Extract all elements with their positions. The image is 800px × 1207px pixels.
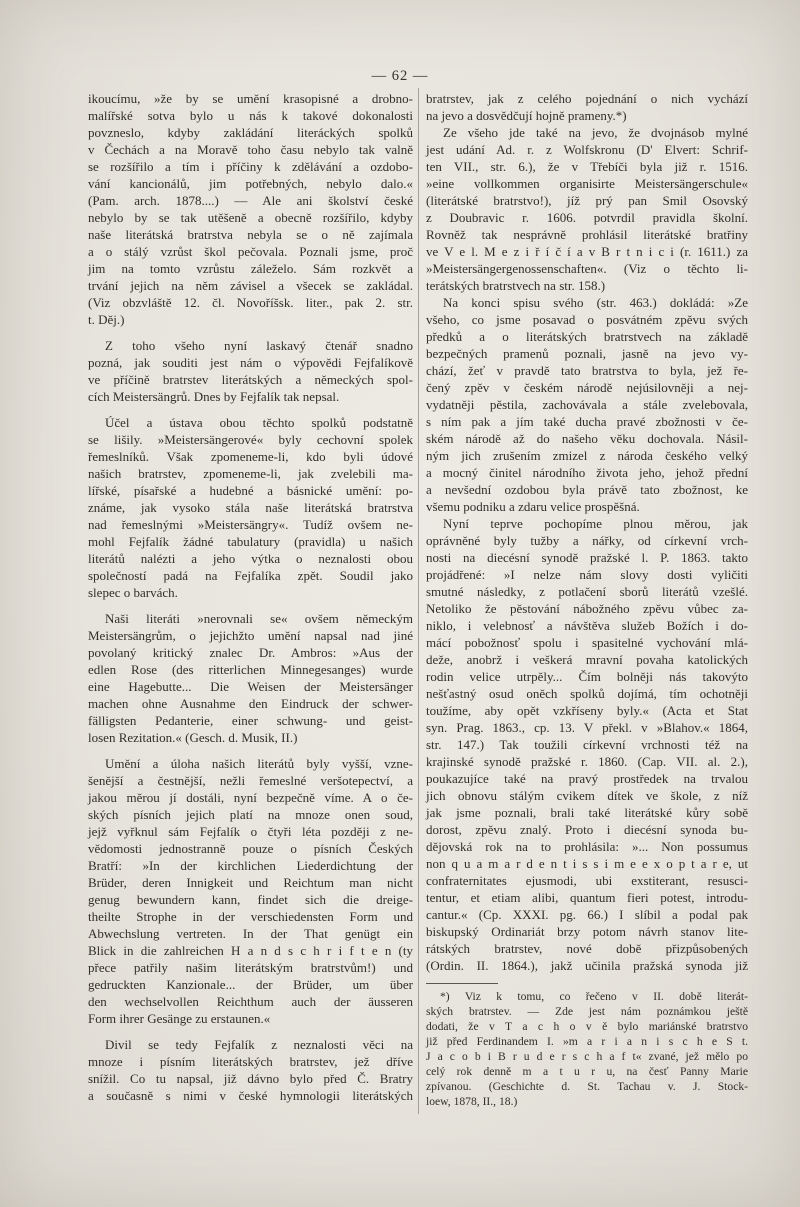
text-line: a nevšední ozdobou byla právě tato zbožnost, ke [426,482,748,497]
text-line: str. 147.) Tak toužili církevní vrchnosti též na [426,737,748,752]
text-line: jim na tomto vzrůstu záleželo. Sám rozkvět a [88,261,413,276]
text-line: naše literátská bratrstva nebyla se o ně zajímala [88,227,413,242]
text-line: šenější a čestnější, nežli řemeslné veršotepectví, a [88,773,413,788]
text-line: Ze všeho jde také na jevo, že dvojnásob mylné [443,125,748,140]
paragraph [88,610,413,746]
text-line: z Doubravic r. 1606. potvrdil pravidla školní. [426,210,748,225]
text-line: pozná, jak souditi jest nám o výpovědi Fejfalíkově [88,355,413,370]
text-line: projádřené: »I nelze nám slovy dosti vyličiti [426,567,748,582]
paragraph [88,414,413,601]
text-line: všeho, co jsme posavad o posvátném zpěvu svých [426,312,748,327]
text-line: syn. Prag. 1863., cp. 13. V překl. v »Blahov.« 1864, [426,720,748,735]
text-line: den wechselvollen Reichthum auch der äusseren [88,994,413,1009]
text-line: Brüder, deren Innigkeit und Reichtum man nicht [88,875,413,890]
text-line: a mocný činitel národního života jeho, jehož přední [426,465,748,480]
text-line: theilte Strophe in der verschiedensten Form und [88,909,413,924]
text-line: Blick in die zahlreichen H a n d s c h r i f t e n (ty [88,943,413,958]
text-line: dodati, že v T a c h o v ě bylo mariánské bratrstvo [426,1020,748,1033]
text-line: Divil se tedy Fejfalík z neznalosti věci na [105,1037,413,1052]
column-divider [418,88,419,1114]
text-line: ském národě až do našeho věku dochovala. Násil- [426,431,748,446]
paragraph [426,90,748,124]
text-line: s ním pak a jím také ducha pravé zbožnosti v če- [426,414,748,429]
text-line: niklo, i velebnosť a návštěva služeb Božích i do- [426,618,748,633]
text-line: trvání jejich na něm závisel a všecek se zakládal. [88,278,413,293]
text-line: jak jsme poznali, brali také literátské kůry sobě [426,805,748,820]
text-line: bezpečných pramenů poznali, jasně na jevo vy- [426,346,748,361]
text-line: loew, 1878, II., 18.) [426,1095,518,1108]
text-line: vání kancionálů, jim potřebných, nebylo dalo.« [88,176,413,191]
text-line: mnoze i písním literátských bratrstev, jež dříve [88,1054,413,1069]
text-line: krajinské synodě pražské r. 1860. (Cap. VII. al. 2.), [426,754,748,769]
paragraph [88,755,413,1027]
text-line: zpívanou. (Geschichte d. St. Tachau v. J. Stock- [426,1080,748,1093]
text-line: a současně s nimi v české hymnologii literátských [88,1088,413,1103]
text-line: ských bratrstev. — Zde jest nám poznámkou ještě [426,1005,748,1018]
text-line: dorost, zpěvu znalý. Proto i diecésní synoda bu- [426,822,748,837]
text-line: Netoliko že pěstování nábožného zpěvu vůbec za- [426,601,748,616]
page-number: — 62 — [371,68,429,84]
text-line: (Pam. arch. 1878....) — Ale ani školství české [88,193,413,208]
text-line: literátů nalézti a jeho výtka o neznalosti obou [88,551,413,566]
text-line: (Viz obzvláště 12. čl. Novoříšsk. liter., pak 2. str. [88,295,413,310]
text-line: ten VII., str. 6.), že v Třebíči byla již r. 1516. [426,159,748,174]
text-line: bratrstev, jak z celého pojednání o nich vychází [426,91,748,106]
text-line: se lišily. »Meistersängerové« byly cechovní spolek [88,432,413,447]
text-line: confraternitates ejusmodi, ubi exstiterant, resusci- [426,873,748,888]
text-line: (literátské bratrstvo!), jíž prý pan Smil Osovský [426,193,748,208]
text-line: povzneslo, kdyby zakládání literáckých spolků [88,125,413,140]
text-line: Rovněž tak nesprávně prohlásil literátské bratřiny [426,227,748,242]
text-line: Účel a ústava obou těchto spolků podstatně [105,415,413,430]
paragraph [88,1036,413,1104]
text-line: ným jich zrušením zmizel z národa českého velký [426,448,748,463]
text-line: toužíme, aby opět vzkříseny byly.« (Acta et Stat [426,703,748,718]
text-line: non q u a m a r d e n t i s s i m e e x o p t a r e, ut [426,856,748,871]
text-line: celý rok denně m a t u r u, na česť Panny Marie [426,1065,748,1078]
text-line: *) Viz k tomu, co řečeno v II. době literát- [440,990,748,1003]
text-line: lířské, písařské a hudebné a básnické umění: po- [88,483,413,498]
footnote [426,989,748,1109]
text-line: všemu podniku a zdaru velice prospěšná. [426,499,640,514]
text-line: poukazujíce také na pravý prostředek na trvalou [426,771,748,786]
text-line: chází, žeť v pravdě tato bratrstva to byla, jež ře- [426,363,748,378]
footnote-rule [426,983,498,984]
text-line: jakou měrou jí dostáli, nyní bezpečně víme. A o če- [88,790,413,805]
text-line: gedruckten Kanzionale... der Brüder, um über [88,977,413,992]
text-line: (Ordin. II. 1864.), jakž učinila pražská synoda již [426,958,748,973]
text-line: losen Rezitation.« (Gesch. d. Musik, II.) [88,730,298,745]
text-line: Umění a úloha našich literátů byly vyšší, vzne- [105,756,413,771]
text-line: na jevo a dosvědčují hojně prameny.*) [426,108,627,123]
paragraph [88,90,413,328]
text-line: cích Meistersängrů. Dnes by Fejfalík tak nepsal. [88,389,340,404]
text-line: machen ohne Ausnahme den Eindruck der schwer- [88,696,413,711]
text-line: Bratří: »In der kirchlichen Liederdichtung der [88,858,413,873]
text-line: snížil. Co tu napsal, již dávno bylo před Č. Bratry [88,1071,413,1086]
text-line: společností padá na Fejfalíka zpět. Soudil jako [88,568,413,583]
text-line: našich bratrstev, zpomeneme-li, jak zvelebili ma- [88,466,413,481]
text-line: rodin velice utrpěly... Čím bolněji nás takovýto [426,669,748,684]
text-line: Form ihrer Gesänge zu erstaunen.« [88,1011,271,1026]
text-line: Na konci spisu svého (str. 463.) dokládá: »Ze [443,295,748,310]
text-line: Z toho všeho nyní laskavý čtenář snadno [105,338,413,353]
text-line: se rozšířilo a tím i příčiny k zdělávání a ozdobo- [88,159,413,174]
paragraph [426,515,748,974]
text-line: oprávněné byly tužby a nářky, od církevní vrch- [426,533,748,548]
text-line: již před Ferdinandem I. »m a r i a n i s c h e S t. [426,1035,748,1048]
text-line: fälligsten Pedanterie, einer schwung- und geist- [88,713,413,728]
text-line: terátských bratrstvech na str. 158.) [426,278,606,293]
text-line: dějovská rok na to prohlásila: »... Non possumus [426,839,748,854]
text-line: biskupský Ordinariát brzy potom návrh stanov lite- [426,924,748,939]
text-line: rátských bratrstev, nové době přizpůsobených [426,941,748,956]
text-line: jejž vyřknul sám Fejfalík o čtyři léta později z ne- [88,824,413,839]
text-line: tentur, et etiam alibi, quantum fieri potest, introdu- [426,890,748,905]
text-line: předků a o literátských bratrstvech na základě [426,329,748,344]
text-line: slepec o barvách. [88,585,178,600]
text-line: edlen Rose (des ritterlichen Minnegesanges) wurde [88,662,413,677]
paragraph [88,337,413,405]
text-line: v Čechách a na Moravě toho času nebylo tak valně [88,142,413,157]
text-line: vydatněji pěstila, zachovávala a stále zvelebovala, [426,397,748,412]
text-line: deže, anobrž i veškerá mravní povaha katolických [426,652,748,667]
text-line: ve V e l. M e z i ř í č í a v B r t n i c i (r. 1611.) za [426,244,748,259]
text-line: mácí pobožnosť spolu i spasitelné vychování mlá- [426,635,748,650]
text-line: známe, jak vysoko stála naše literátská bratrstva [88,500,413,515]
text-line: ských písních jejich platí na mnoze onen soud, [88,807,413,822]
text-line: nosti na diecésní synodě pražské l. P. 1863. takto [426,550,748,565]
text-line: eine Hagebutte... Die Weisen der Meistersänger [88,679,413,694]
text-line: mohl Fejfalík žádné tabulatury (pravidla) u našich [88,534,413,549]
text-line: J a c o b i B r u d e r s c h a f t« zvané, jež mělo po [426,1050,748,1063]
text-line: smutné následky, z potlačení sborů literátů vzešlé. [426,584,748,599]
text-line: »eine vollkommen organisirte Meistersängerschule« [426,176,748,191]
text-line: a o stálý vzrůst škol pečovala. Poznali jsme, proč [88,244,413,259]
text-line: jich obnovu stálým cvikem dítek ve škole, z níž [426,788,748,803]
text-line: Meistersängrům, o jejichžto umění napsal nad jiné [88,628,413,643]
text-line: Abwechslung vertreten. In der That genügt ein [88,926,413,941]
text-line: genug bewundern kann, findet sich die dreige- [88,892,413,907]
text-line: vědomosti jednostranně pouze o písních Českých [88,841,413,856]
text-line: ve příčině bratrstev literátských a německých spol- [88,372,413,387]
paragraph [426,294,748,515]
text-line: nešťastný osud oněch spolků dojímá, tím ochotněji [426,686,748,701]
paragraph [426,124,748,294]
text-line: t. Děj.) [88,312,125,327]
text-line: Nyní teprve pochopíme plnou měrou, jak [443,516,748,531]
text-line: malířské sotva bylo u nás k takové dokonalosti [88,108,413,123]
right-column [426,90,748,1109]
text-line: přece patřily našim literátským bratrstvům!) und [88,960,413,975]
text-line: ikoucímu, »že by se umění krasopisné a drobno- [88,91,413,106]
text-line: nebylo by se tak utěšeně a obecně rozšířilo, kdyby [88,210,413,225]
text-line: čený zpěv v českém národě nejúsilovněji a nej- [426,380,748,395]
text-line: povolaný kritický znalec Dr. Ambros: »Aus der [88,645,413,660]
text-line: jest udání Ad. r. z Wolfskronu (D' Elvert: Schrif- [426,142,748,157]
text-line: Naši literáti »nerovnali se« ovšem německým [105,611,413,626]
left-column [88,90,413,1113]
text-line: řemeslníků. Však zpomeneme-li, kdo byli údové [88,449,413,464]
text-line: nad řemeslnými »Meistersängry«. Tudíž ovšem ne- [88,517,413,532]
text-line: cantur.« (Cp. XXXI. pg. 66.) I slíbil a podal pak [426,907,748,922]
text-line: »Meistersängergenossenschaften«. (Viz o těchto li- [426,261,748,276]
